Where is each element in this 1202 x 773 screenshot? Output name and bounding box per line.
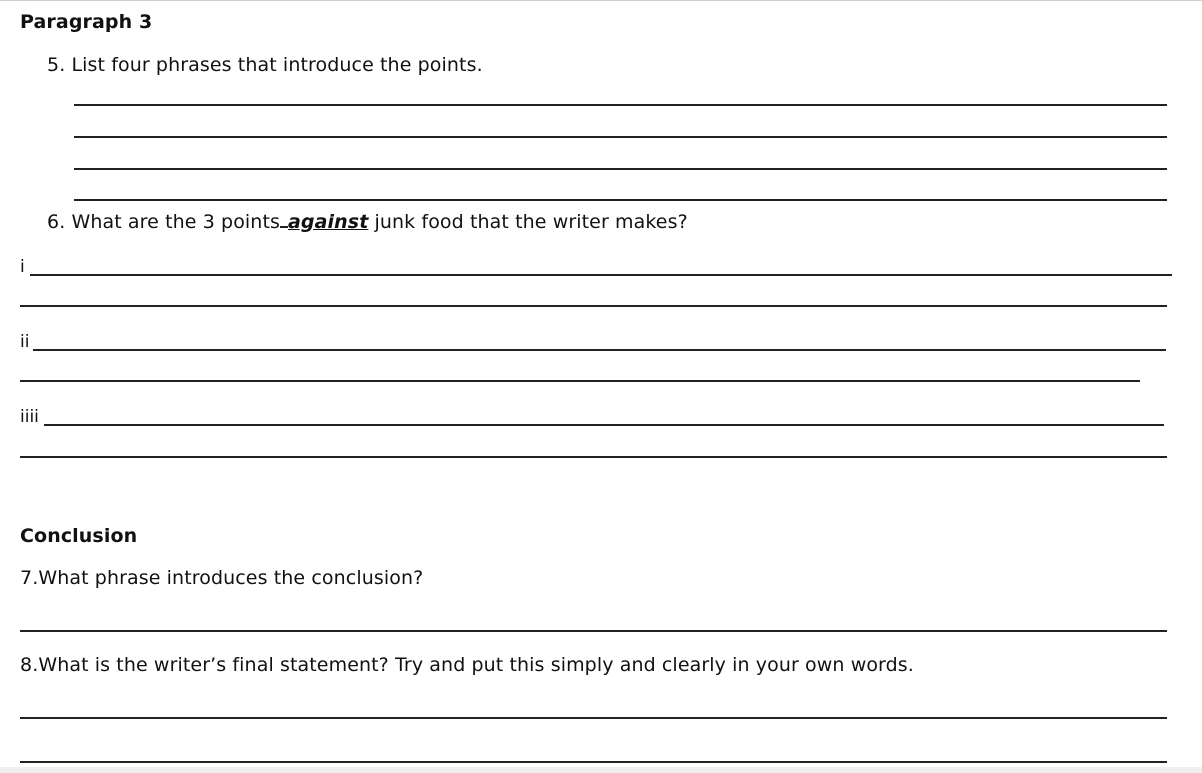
question-5 [47, 54, 483, 76]
answer-line-q6-ii-1[interactable] [33, 349, 1166, 351]
answer-line-q5-4[interactable] [74, 199, 1167, 201]
section-heading-paragraph-3: Paragraph 3 [20, 11, 153, 33]
answer-line-q8-2[interactable] [20, 761, 1167, 763]
question-6 [47, 211, 688, 233]
answer-line-q6-iii-1[interactable] [44, 424, 1164, 426]
question-5-text: List four phrases that introduce the points. [71, 54, 483, 76]
answer-line-q5-3[interactable] [74, 168, 1167, 170]
question-6-number: 6. [47, 211, 66, 233]
question-8: 8.What is the writer’s final statement? Try and put this simply and clearly in your own words. [20, 654, 914, 676]
answer-marker-ii: ii [20, 332, 30, 352]
answer-line-q8-1[interactable] [20, 717, 1167, 719]
answer-line-q6-ii-2[interactable] [20, 380, 1140, 382]
answer-line-q5-1[interactable] [74, 104, 1167, 106]
question-6-prefix: What are the 3 points [71, 211, 280, 233]
question-5-number: 5. [47, 54, 66, 76]
answer-line-q5-2[interactable] [74, 136, 1167, 138]
section-heading-conclusion: Conclusion [20, 525, 138, 547]
answer-line-q6-iii-2[interactable] [20, 456, 1167, 458]
answer-line-q7-1[interactable] [20, 630, 1167, 632]
answer-marker-i: i [20, 257, 25, 277]
answer-line-q6-i-2[interactable] [20, 305, 1167, 307]
question-6-gap-underline [280, 211, 288, 228]
page-top-border [0, 0, 1202, 1]
answer-line-q6-i-1[interactable] [30, 274, 1172, 276]
answer-marker-iii: iiii [20, 407, 39, 427]
question-6-emphasis: against [288, 211, 369, 233]
question-6-suffix: junk food that the writer makes? [368, 211, 688, 233]
page-bottom-edge [0, 767, 1202, 773]
question-7: 7.What phrase introduces the conclusion? [20, 567, 424, 589]
